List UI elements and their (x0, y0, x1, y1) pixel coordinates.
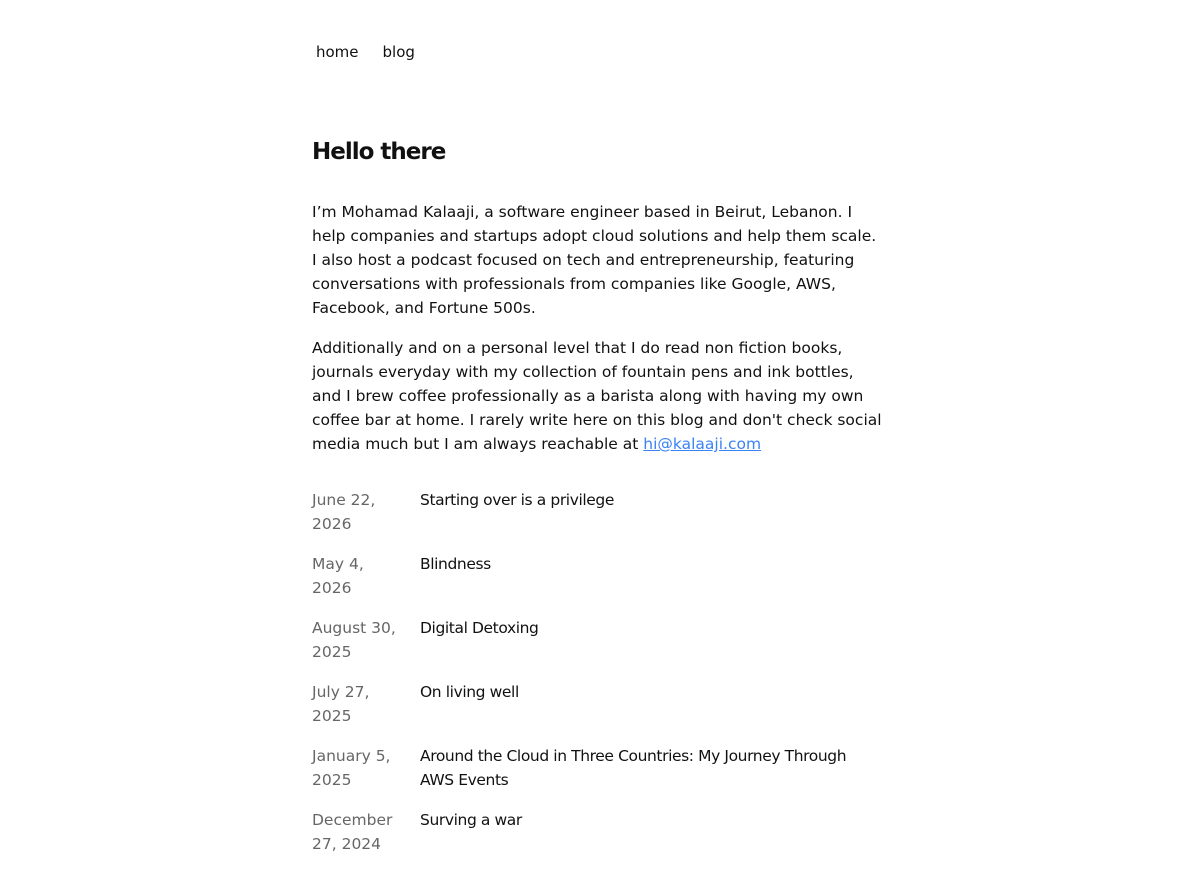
email-link[interactable]: hi@kalaaji.com (643, 435, 762, 453)
nav-blog-link[interactable]: blog (382, 43, 415, 61)
post-title-link[interactable]: Digital Detoxing (420, 619, 539, 637)
post-row (312, 808, 884, 856)
bio-paragraph-1: I’m Mohamad Kalaaji, a software engineer based in Beirut, Lebanon. I help companies and startups adopt cloud solutions and help them scale. I also host a podcast focused on tech and entrepreneurship, featuring conversations with professionals from companies like Google, AWS, Facebook, and Fortune 500s. (312, 203, 877, 317)
post-title-link[interactable]: Blindness (420, 555, 491, 573)
post-date: August 30, 2025 (312, 619, 396, 661)
post-row (312, 680, 884, 728)
post-title-link[interactable]: Surving a war (420, 811, 522, 829)
post-row (312, 552, 884, 600)
post-row (312, 488, 884, 536)
post-date: July 27, 2025 (312, 683, 370, 725)
post-date: January 5, 2025 (312, 747, 391, 789)
post-title-link[interactable]: On living well (420, 683, 519, 701)
bio-paragraph-2-text: Additionally and on a personal level that I do read non fiction books, journals everyday with my collection of fountain pens and ink bottles, and I brew coffee professionally as a barista along with having my own coffee bar at home. I rarely write here on this blog and don't check social media much but I am always reachable at (312, 339, 882, 453)
post-date: December 27, 2024 (312, 811, 393, 853)
post-list (312, 488, 884, 872)
nav-home-link[interactable]: home (316, 43, 359, 61)
post-row (312, 744, 884, 792)
bio-paragraph-2 (312, 336, 884, 456)
bio-section (312, 200, 884, 472)
page-title: Hello there (312, 139, 446, 165)
top-nav (316, 41, 415, 63)
post-title-link[interactable]: Starting over is a privilege (420, 491, 615, 509)
post-date: May 4, 2026 (312, 555, 364, 597)
post-row (312, 616, 884, 664)
post-date: June 22, 2026 (312, 491, 376, 533)
post-title-link[interactable]: Around the Cloud in Three Countries: My Journey Through AWS Events (420, 747, 847, 789)
